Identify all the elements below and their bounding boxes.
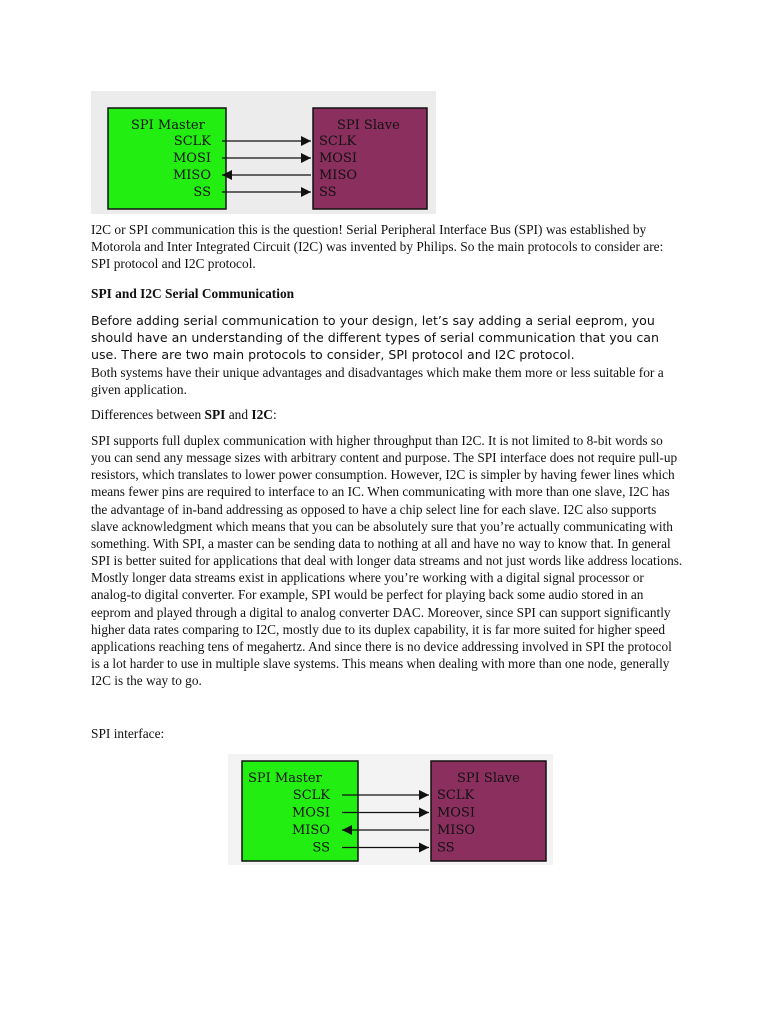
spi-master-label: SPI Master bbox=[248, 771, 322, 786]
spi-diagram-top-svg bbox=[91, 91, 436, 214]
slave-signal-ss: SS bbox=[319, 185, 337, 200]
master-signal-ss: SS bbox=[312, 840, 330, 856]
differences-and: and bbox=[225, 407, 252, 422]
master-signal-miso: MISO bbox=[172, 168, 211, 183]
master-signal-ss: SS bbox=[193, 185, 211, 200]
master-signal-sclk: SCLK bbox=[292, 788, 330, 803]
spi-slave-label: SPI Slave bbox=[457, 771, 520, 786]
slave-signal-mosi: MOSI bbox=[319, 151, 358, 166]
section-heading: SPI and I2C Serial Communication bbox=[91, 286, 295, 301]
differences-spi: SPI bbox=[204, 407, 226, 422]
spi-slave-label: SPI Slave bbox=[337, 118, 400, 133]
differences-suffix: : bbox=[272, 407, 277, 422]
body-paragraph: SPI supports full duplex communication with higher throughput than I2C. It is not limited to 8-bit words so you can send any message sizes with arbitrary content and purpose. The SPI interface does not require pull-up resistors, which translates to lower power consumption. However, I2C is simpler by having fewer lines which means fewer pins are required to interface to an IC. When communicating with more than one slave, I2C has the advantage of in-band addressing as opposed to have a chip select line for each slave. I2C also supports slave acknowledgment which means that you can be absolutely sure that you’re actually communicating with something. With SPI, a master can be sending data to nothing at all and have no way to know that. In general SPI is better suited for applications that deal with longer data streams and not just words like address locations. Mostly longer data streams exist in applications where you’re working with a digital signal processor or analog-to digital converter. For example, SPI would be perfect for playing back some audio stored in an eeprom and played through a digital to analog converter DAC. Moreover, since SPI can support significantly higher data rates comparing to I2C, mostly due to its duplex capability, it is far more suited for higher speed applications reaching tens of megahertz. And since there is no device addressing involved in SPI the protocol is a lot harder to use in multiple slave systems. This means when dealing with more than one node, generally I2C is the way to go. bbox=[91, 433, 683, 689]
master-signal-sclk: SCLK bbox=[173, 134, 211, 149]
slave-signal-miso: MISO bbox=[437, 823, 476, 838]
intro-paragraph: I2C or SPI communication this is the question! Serial Peripheral Interface Bus (SPI) was established by Motorola and Inter Integrated Circuit (I2C) was invented by Philips. So the main protocols to consider are: SPI protocol and I2C protocol. bbox=[91, 222, 664, 272]
slave-signal-miso: MISO bbox=[319, 168, 358, 183]
spi-interface-label: SPI interface: bbox=[91, 726, 165, 741]
differences-line bbox=[91, 406, 683, 423]
slave-signal-ss: SS bbox=[437, 840, 455, 856]
both-paragraph: Both systems have their unique advantages and disadvantages which make them more or less suitable for a given application. bbox=[91, 365, 664, 398]
slave-signal-sclk: SCLK bbox=[437, 788, 475, 803]
master-signal-mosi: MOSI bbox=[291, 805, 330, 821]
slave-signal-mosi: MOSI bbox=[437, 805, 476, 821]
spi-master-label: SPI Master bbox=[131, 118, 205, 133]
differences-prefix: Differences between bbox=[91, 407, 205, 422]
slave-signal-sclk: SCLK bbox=[319, 134, 357, 149]
differences-i2c: I2C bbox=[251, 407, 273, 422]
spi-diagram-bottom-svg bbox=[228, 754, 553, 865]
spi-diagram-bottom bbox=[228, 754, 553, 865]
spi-diagram-top bbox=[91, 91, 436, 214]
master-signal-mosi: MOSI bbox=[172, 151, 211, 166]
master-signal-miso: MISO bbox=[291, 823, 330, 838]
before-paragraph: Before adding serial communication to your design, let’s say adding a serial eeprom, you should have an understanding of the different types of serial communication that you can use. There are two main protocols to consider, SPI protocol and I2C protocol. bbox=[91, 313, 659, 363]
